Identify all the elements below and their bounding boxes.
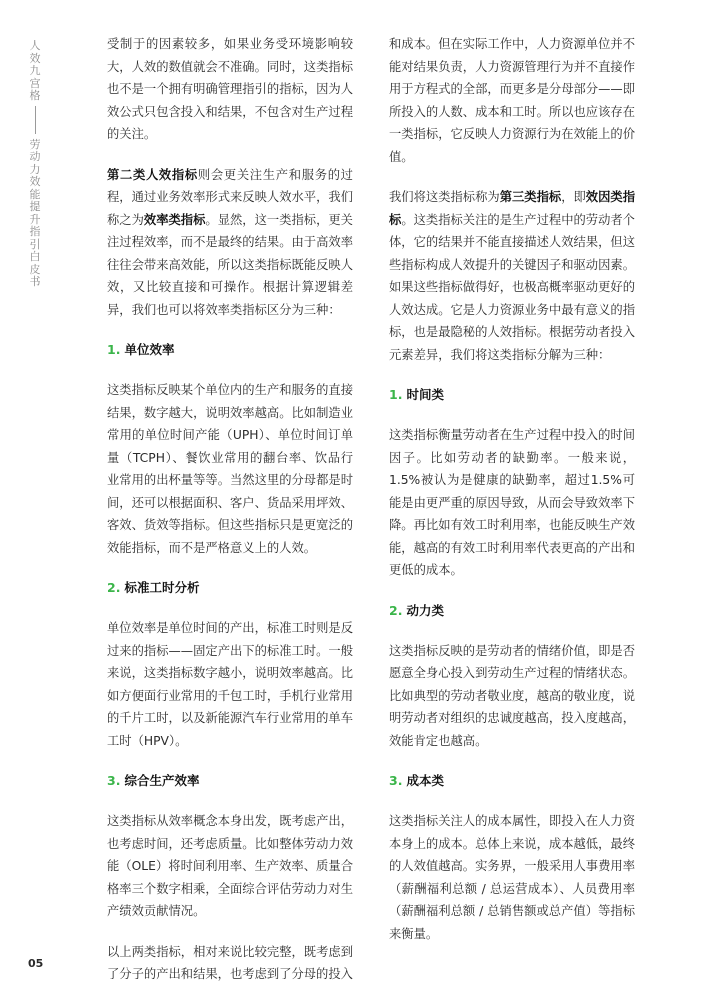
heading-number: 1.	[107, 342, 121, 357]
sidebar-title-part2: 劳动力效能提升指引白皮书	[29, 137, 41, 288]
section-heading-standard-hours	[107, 577, 353, 599]
bold-term: 第二类人效指标	[107, 167, 198, 182]
heading-number: 3.	[107, 773, 121, 788]
section-heading-unit-efficiency	[107, 339, 353, 361]
text-span: 则会更关注生产和服务的过程，通过业务效率形式来反映人效水平，我们称之为	[107, 167, 353, 227]
bold-term: 第三类指标	[499, 190, 562, 204]
page-number: 05	[28, 957, 44, 970]
section-heading-cost	[389, 770, 635, 792]
text-span: 我们将这类指标称为	[389, 190, 500, 204]
right-paragraph-3: 这类指标衡量劳动者在生产过程中投入的时间因子。比如劳动者的缺勤率。一般来说，1.5%被认为是健康的缺勤率，超过1.5%可能是由更严重的原因导致，从而会导致效率下降。再比如有效工时利用率，也能反映生产效能，越高的有效工时利用率代表更高的产出和更低的成本。	[389, 428, 635, 577]
heading-number: 2.	[389, 602, 403, 618]
heading-title: 动力类	[406, 602, 444, 618]
section-heading-overall-efficiency	[107, 770, 353, 792]
right-column	[389, 33, 635, 963]
right-paragraph-5: 这类指标关注人的成本属性，即投入在人力资本身上的成本。总体上来说，成本越低，最终的人效值越高。实务界，一般采用人事费用率（薪酬福利总额 / 总运营成本）、人员费用率（薪酬福利总额 / 总销售额或总产值）等指标来衡量。	[389, 814, 635, 941]
heading-title: 时间类	[406, 387, 444, 402]
right-paragraph-2	[389, 186, 635, 366]
left-paragraph-5: 这类指标从效率概念本身出发，既考虑产出，也考虑时间，还考虑质量。比如整体劳动力效能（OLE）将时间利用率、生产效率、质量合格率三个数字相乘，全面综合评估劳动力对生产绩效贡献情况。	[107, 814, 353, 918]
sidebar-title-part1: 人效九宫格	[29, 39, 41, 102]
sidebar-divider	[35, 106, 36, 134]
heading-title: 综合生产效率	[124, 773, 200, 788]
left-paragraph-4: 单位效率是单位时间的产出，标准工时则是反过来的指标——固定产出下的标准工时。一般来说，这类指标数字越小，说明效率越高。比如方便面行业常用的千包工时，手机行业常用的千片工时，以及新能源汽车行业常用的单车工时（HPV）。	[107, 621, 353, 748]
left-paragraph-1: 受制于的因素较多，如果业务受环境影响较大，人效的数值就会不准确。同时，这类指标也不是一个拥有明确管理指引的指标，因为人效公式只包含投入和结果，不包含对生产过程的关注。	[107, 37, 353, 141]
heading-number: 2.	[107, 580, 121, 595]
left-paragraph-3: 这类指标反映某个单位内的生产和服务的直接结果，数字越大，说明效率越高。比如制造业常用的单位时间产能（UPH）、单位时间订单量（TCPH）、餐饮业常用的翻台率、饮品行业常用的出杯量等等。当然这里的分母都是时间，还可以根据面积、客户、货品采用坪效、客效、货效等指标。但这些指标只是更宽泛的效能指标，而不是严格意义上的人效。	[107, 383, 353, 555]
left-column	[107, 33, 353, 1004]
bold-term: 效因类指标	[389, 190, 635, 227]
heading-number: 1.	[389, 387, 403, 402]
section-heading-motivation	[389, 600, 635, 622]
text-span: ，即	[561, 190, 586, 204]
heading-number: 3.	[389, 773, 403, 788]
heading-title: 成本类	[406, 773, 444, 788]
heading-title: 单位效率	[124, 342, 175, 357]
section-heading-time	[389, 384, 635, 406]
left-paragraph-6: 以上两类指标，相对来说比较完整，既考虑到了分子的产出和结果，也考虑到了分母的投入	[107, 944, 353, 981]
text-span: 。这类指标关注的是生产过程中的劳动者个体，它的结果并不能直接描述人效结果，但这些指标构成人效提升的关键因子和驱动因素。如果这些指标做得好，也极高概率驱动更好的人效达成。它是人力资源业务中最有意义的指标，也是最隐秘的人效指标。根据劳动者投入元素差异，我们将这类指标分解为三种：	[389, 212, 635, 362]
left-paragraph-2	[107, 164, 353, 322]
heading-title: 标准工时分析	[124, 580, 200, 595]
text-span: 。显然，这一类指标，更关注过程效率，而不是最终的结果。由于高效率往往会带来高效能，所以这类指标既能反映人效，又比较直接和可操作。根据计算逻辑差异，我们也可以将效率类指标区分为三种：	[107, 212, 353, 317]
right-paragraph-4: 这类指标反映的是劳动者的情绪价值，即是否愿意全身心投入到劳动生产过程的情绪状态。比如典型的劳动者敬业度，越高的敬业度，说明劳动者对组织的忠诚度越高，投入度越高，效能肯定也越高。	[389, 643, 635, 748]
sidebar-title	[28, 40, 42, 289]
right-paragraph-1: 和成本。但在实际工作中，人力资源单位并不能对结果负责，人力资源管理行为并不直接作用于方程式的全部，而更多是分母部分——即所投入的人数、成本和工时。所以也应该存在一类指标，它反映人力资源行为在效能上的价值。	[389, 37, 635, 164]
bold-term: 效率类指标	[143, 212, 206, 227]
